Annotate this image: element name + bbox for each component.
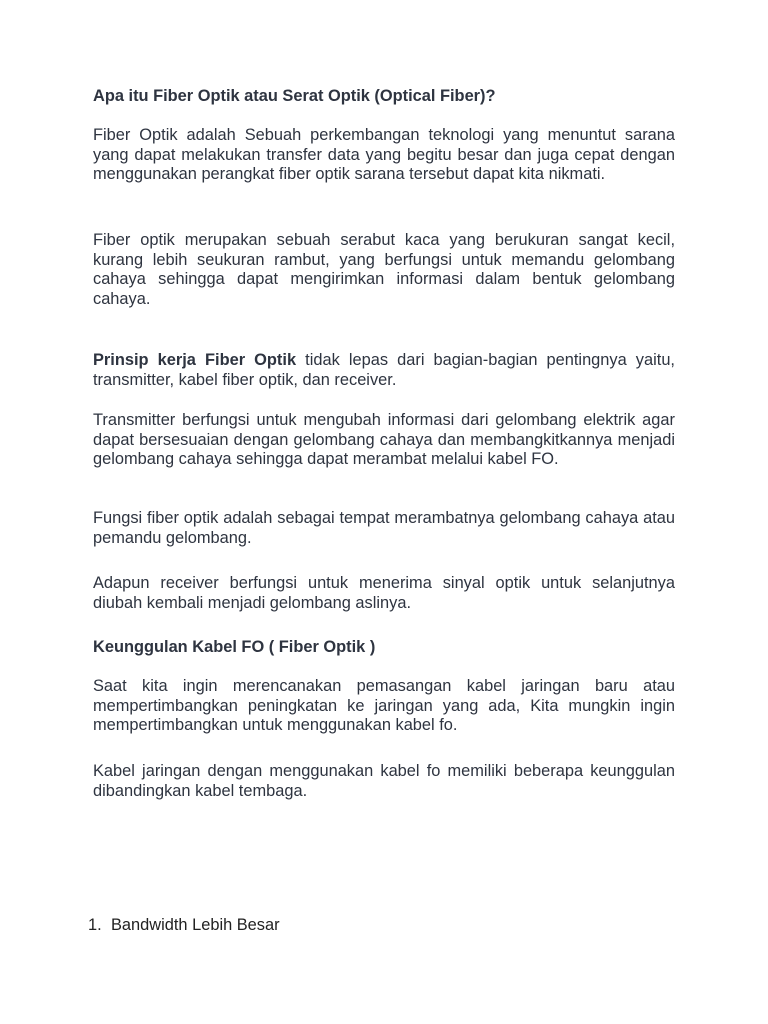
paragraph-working-principle (93, 351, 675, 390)
paragraph-planning: Saat kita ingin merencanakan pemasangan kabel jaringan baru atau mempertimbangkan peningkatan ke jaringan yang ada, Kita mungkin ingin mempertimbangkan untuk menggunakan kabel fo. (93, 677, 675, 735)
paragraph-function: Fungsi fiber optik adalah sebagai tempat merambatnya gelombang cahaya atau pemandu gelombang. (93, 509, 675, 547)
paragraph-copper-comparison: Kabel jaringan dengan menggunakan kabel fo memiliki beberapa keunggulan dibandingkan kabel tembaga. (93, 762, 675, 800)
paragraph-definition: Fiber Optik adalah Sebuah perkembangan teknologi yang menuntut sarana yang dapat melakukan transfer data yang begitu besar dan juga cepat dengan menggunakan perangkat fiber optik sarana tersebut dapat kita nikmati. (93, 126, 675, 184)
list-item-number: 1. (88, 916, 102, 934)
list-item-text: Bandwidth Lebih Besar (111, 916, 280, 934)
paragraph-receiver: Adapun receiver berfungsi untuk menerima sinyal optik untuk selanjutnya diubah kembali menjadi gelombang aslinya. (93, 574, 675, 612)
heading-what-is-fiber-optic: Apa itu Fiber Optik atau Serat Optik (Optical Fiber)? (93, 87, 496, 105)
paragraph-glass-fiber: Fiber optik merupakan sebuah serabut kaca yang berukuran sangat kecil, kurang lebih seukuran rambut, yang berfungsi untuk memandu gelombang cahaya sehingga dapat mengirimkan informasi dalam bentuk gelombang cahaya. (93, 231, 675, 308)
working-principle-text: tidak lepas dari bagian-bagian pentingnya yaitu, transmitter, kabel fiber optik, dan receiver. (93, 351, 675, 389)
working-principle-bold-label: Prinsip kerja Fiber Optik (93, 351, 297, 369)
paragraph-transmitter: Transmitter berfungsi untuk mengubah informasi dari gelombang elektrik agar dapat bersesuaian dengan gelombang cahaya dan membangkitkannya menjadi gelombang cahaya sehingga dapat merambat melalui kabel FO. (93, 411, 675, 469)
list-item (88, 916, 280, 936)
heading-advantages: Keunggulan Kabel FO ( Fiber Optik ) (93, 638, 376, 656)
